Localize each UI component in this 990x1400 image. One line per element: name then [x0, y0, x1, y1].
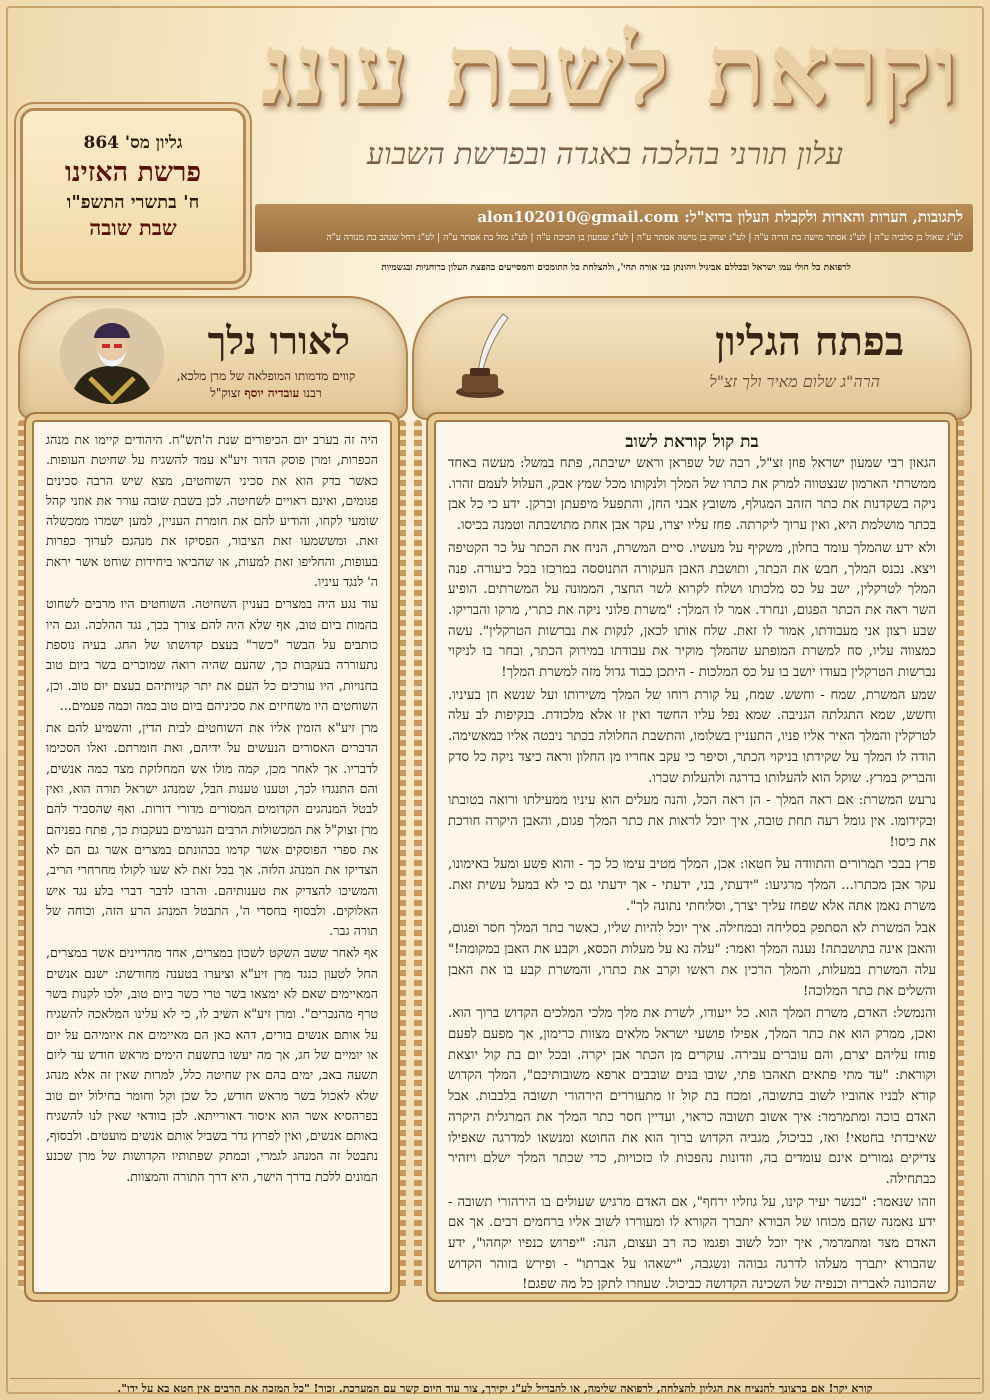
- desc-suffix: זצוק"ל: [210, 386, 241, 400]
- footer-note: קורא יקר! אם ברצונך להנציח את הגליון להצלחה, לרפואה שלימה, או להבדיל לע"נ יקירך, צור עוד היום קשר עם המערכת. זכור! "כל המזכה את הרבים אין חטא בא על ידו".: [10, 1378, 980, 1399]
- right-column-author: הרה"ג שלום מאיר ולך זצ"ל: [709, 372, 880, 391]
- left-column-article: [32, 420, 392, 1294]
- article-paragraph: והנמשל: האדם, משרת המלך הוא. כל ייעודו, לשרת את מלך מלכי המלכים הקדוש ברוך הוא. ואכן, ממרק הוא את כתר המלך, אפילו פושעי ישראל מלאים מצוות כרימון, אך מפעם לפעם פוחז עליהם יצרם, והם עוברים עבירה. עוקרים מן הכתר אבן יקרה. ובכל יום בת קול יוצאת וקוראת: "עד מתי פתאים תאהבו פתי, שובו בנים שובבים ארפא משובותיכם", המלך הקדוש קורא לבניו אהוביו לשוב בתשובה, ומכח בת קול זו מתעוררים הירהורי תשובה בלבבות. אבל האדם בוכה ומתמרמר: איך אשוב תשובה כראוי, ועדיין חסר כתר המלך את המרגלית היקרה שאיבדתי בחטאי! ואז, כביכול, מגביה הקדוש ברוך הוא את החוטא ומנשאו למדרגה שאפילו צדיקים גמורים אינם עומדים בה, וזדונות נהפכות לו כזכויות, כדי שכתר המלך ישלם ויזהיר כבתחילה.: [448, 1006, 936, 1187]
- contact-bar: [255, 204, 973, 252]
- left-column-chain-right: [398, 420, 406, 1290]
- article-heading: בת קול קוראת לשוב: [625, 432, 759, 452]
- article-paragraph: היה זה בערב יום הכיפורים שנת ה'תש"ח. היהודים קיימו את מנהג הכפרות, ומרן פוסק הדור זיע"א עמד להשגיח על שחיטת העופות. כאשר בדק הוא את סכיני השוחטים, מצא שיש הרבה סכינים פגומים, ואינם ראויים לשחיטה. לכן בשבת שובה עורר את אוזני קהל שומעי לקחו, והודיע להם את חומרת העניין, למען ישמרו ממכשלה זאת. ומששמעו זאת הציבור, הפסיקו את מנהגם לערוך כפרות בעופות, והחליפו זאת למעות, או שהביאו ביחידות שוחט אשר יראת ה' לנגד עיניו.: [46, 432, 378, 590]
- left-column-description: [166, 368, 366, 402]
- issue-number: גליון מס' 864: [83, 133, 183, 153]
- article-paragraph: מרן זיע"א הזמין אליו את השוחטים לבית הדין, והשמיע להם את הדברים האסורים הנעשים על ידיהם, ואת חומרתם. ואלו הסכימו לדבריו. אך לאחר מכן, קמה מולו אש המחלוקת מצד כמה אנשים, והם התנגדו לכך, וטענו טענות הבל, שמנהג ישראל תורה הוא, ואין לבטל המנהגים הקדומים המסורים מדורי דורות. ואף שהסביר להם מרן זצוק"ל את המכשולות הרבים הנגרמים בעקבות כך, פתח בפניהם את ספרי הפוסקים אשר קדמו בכהונתם במצרים אשר גם הם לא הצדיקו את המנהג הלזה. אך בכל זאת לא שעו לקולו מחרחרי הריב, והמשיכו להצדיק את טענותיהם. והרבו לדבר דברי בלע נגד איש האלוקים. ולבסוף בחסדי ה', התבטל המנהג הרע הזה, וכוחה של תורה גבר.: [46, 720, 378, 939]
- article-paragraph: נרעש המשרת: אם ראה המלך - הן ראה הכל, והנה מעלים הוא עיניו ממעילתו ורואה בטובתו ובקידומו. אין גומל רעה תחת טובה, איך יוכל לראות את כתר המלך פגום, והאבן היקרה חורכת את כיסו!: [448, 793, 936, 850]
- quill-inkwell-icon: [448, 312, 518, 402]
- right-column-article: [434, 420, 950, 1294]
- article-paragraph: הגאון רבי שמעון ישראל פוזן זצ"ל, רבה של שפראן וראש ישיבתה, פתח במשל: מעשה באחד ממשרתי הארמון שנצטווה למרק את כתרו של המלך ולנקותו מכל שמץ אבק, העלול לעמם זהרו. ניקה בשקדנות את כתר הזהב המגולף, משובץ אבני החן, והתפעל מיפעתן וברקן. ידע כי כל אבן בכתר מושלמת היא, ואין ערוך ליקרתה. פחז עליו יצרו, עקר אבן אחת מתושבתה וטמנה בכיסו.: [448, 456, 936, 534]
- left-scroll-header: [18, 296, 408, 420]
- desc-name: עובדיה יוסף: [244, 386, 300, 400]
- article-paragraph: וזהו שנאמר: "כנשר יעיר קינו, על גוזליו ירחף", אם האדם מרגיש שעולים בו הירהורי תשובה - ידע נאמנה שהם מכוחו של הבורא יתברך הקורא לו ומעוררו לשוב אליו ברחמים רבים. אך אם האדם מצר ומתמרמר, איך יוכל לשוב ופגמו כה רב ועצום, הנה: "יפרוש כנפיו יקחהו", ידע שהבורא יתברך מעלהו לדרגה גבוהה ונשגבה, "ישאהו על אברתו" - ופירש בזוהר הקדוש שהכוונה לאבריה וכנפיה של השכינה הקדושה כביכול. שעוזרו לתקן כל מה שפגם!: [448, 1194, 936, 1293]
- dedication-line: לרפואת כל חולי עמו ישראל ובכללם אביגיל ויהונתן בני אורה תחי', ולהצלחת כל התומכים והמסייעים בהפצת העלון ברוחניות ובגשמיות: [381, 263, 851, 273]
- article-paragraph: אף לאחר ששב השקט לשכון במצרים, אחד מהדיינים אשר במצרים, החל לטעון כנגד מרן זיע"א וציערו בטענה מחודשת: ישנם אנשים המאיימים שאם לא ימצאו בשר טרי כשר ביום טוב, ילכו לקנות בשר טרף מהנכרים". ומרן זיע"א השיב לו, כי לא עלינו המלאכה להשגיח על אותם אנשים בורים, דהא כאן הם מאיימים את איומיהם על יום או יומיים של חג, אך מה יעשו בתשעת הימים מראש חודש עד ליום תשעה באב, ימים בהם אין שחיטה כלל, למרות שאין זה אלא מנהג שלא לאכול בשר מראש חודש, כל שכן וקל וחומר בחילול יום טוב בפרהסיא אשר הוא איסור דאורייתא. לכן בוודאי שאין לנו להשגיח באותם אנשים, ואין לפרוץ גדר בשביל אותם אנשים מועטים. ולבסוף, נתבטל זה המנהג לגמרי, ובמתק שפתותיו הקדושות של מרן שכנע המונים ללכת בדרך הישר, היא דרך התורה והמצוות.: [46, 945, 378, 1184]
- issue-date: ח' בתשרי התשפ"ו: [66, 192, 200, 213]
- desc-prefix: קווים מדמותו המופלאה של מרן מלכא, רבנו: [176, 369, 356, 400]
- memorial-line: לע"נ שאול בן סלביה ע"ה | לע"נ אסתר מישה בת הדיה ע"ה | לע"נ יצחק בן מישה אסתר ע"ה | לע"נ שמעון בן חביבה ע"ה | לע"נ מזל בת אסתר ע"ה | לע"נ רחל שנהב בת מנורה ע"ה: [326, 233, 963, 243]
- article-paragraph: ולא ידע שהמלך עומד בחלון, משקיף על מעשיו. סיים המשרת, הניח את הכתר על כר הקטיפה ויצא. נכנס המלך, חבש את הכתר, ותושבת האבן העקורה התנוססה במרכזו בכל כיעורה. פנה המלך לטרקלין, ישב על כס מלכותו ושלח לקרוא לשר החצר, הממונה על המשרתים. הופיע השר ראה את הכתר הפגום, ונחרד. אמר לו המלך: "משרת פלוני ניקה את כתרי, מרקו והבריקו. שבע רצון אני מעבודתו, אמור לו זאת. שלח אותו לכאן, לנקות את נברשות הטרקלין". עשה כמצווה עליו, סח למשרת המופתע שהמלך מוקיר את עבודתו במירוק הכתר, ובחר בו לניקוי נברשות הטרקלין בעודו יושב בו על כס המלכות - היתכן כבוד גדול מזה למשרת המלך!: [448, 540, 936, 681]
- issue-box: [20, 108, 246, 284]
- masthead-subtitle: עלון תורני בהלכה באגדה ובפרשת השבוע: [366, 137, 844, 172]
- right-column-chain-left: [414, 420, 422, 1290]
- right-scroll-header: [412, 296, 972, 420]
- rabbi-portrait-icon: [60, 308, 164, 404]
- article-paragraph: עוד נגע היה במצרים בעניין השחיטה. השוחטים היו מרבים לשחוט בהמות ביום טוב, אף שלא היה להם צורך בכך, נגד ההלכה. וגם היו כותבים על הבשר "כשר" בעצם קדושתו של החג. בעיה נוספת נתעוררה בעקבות כך, שהעם שהיה רואה שמוכרים בשר ביום טוב בחנויות, היו עורכים כל העם את יתר קניותיהם בעצם יום טוב. וכן, השוחטים היו משחיזים את סכיניהם ביום טוב כמה וכמה פעמים...: [46, 596, 378, 713]
- right-column-chain-right: [956, 420, 964, 1290]
- shabbat-name: שבת שובה: [89, 215, 177, 240]
- left-column-title: לאורו נלך: [207, 318, 350, 363]
- right-column-title: בפתח הגליון: [715, 318, 904, 365]
- article-paragraph: שמע המשרת, שמח - וחשש. שמח, על קורת רוחו של המלך משירותו ועל שנשא חן בעיניו. וחשש, שמא התגלתה הגניבה. שמא נפל עליו החשד ואין זו אלא מלכודת. בנקיפות לב עלה לטרקלין והמלך האיר אליו פניו, התעניין בשלומו, והתשבת החלולה בכתר ניבטה אליו כמאשימה. הודה לו המלך על שקידתו בניקוי הכתר, וסיפר כי עקב אחריו מן החלון וראה כיצד ניקה כל סדק והבריק במרץ. שוקל הוא להעלותו בדרגה ולהעלות שכרו.: [448, 687, 936, 786]
- article-paragraph: אבל המשרת לא הסתפק בסליחה ובמחילה. איך יוכל להיות שליו, כאשר כתר המלך חסר ופגום, והאבן אינה בתושבתה! נענה המלך ואמר: "עלה נא על מעלות הכסא, וקבע את האבן במקומה!" עלה המשרת במעלות, והמלך הרכין את ראשו וקרב את כתרו, והמשרת קבע בו את האבן והשלים את כתר המלוכה!: [448, 921, 936, 999]
- article-paragraph: פרץ בבכי תמרורים והתוודה על חטאו: אכן, המלך מטיב עימו כל כך - והוא פשע ומעל באימונו, עקר אבן מכתרו... המלך מרגיעו: "ידעתי, בני, ידעתי - אך ידעתי גם כי לא במעל עשית זאת. משרת נאמן אתה אלא שפחז עליך יצרך, וסליחתי נתונה לך".: [448, 857, 936, 914]
- left-column-chain-left: [18, 420, 26, 1290]
- parsha-name: פרשת האזינו: [64, 157, 202, 188]
- masthead-title: וקראת לשבת עונג: [260, 13, 960, 126]
- contact-line: לתגובות, הערות והארות ולקבלת העלון בדוא"ל: alon102010@gmail.com: [477, 208, 963, 226]
